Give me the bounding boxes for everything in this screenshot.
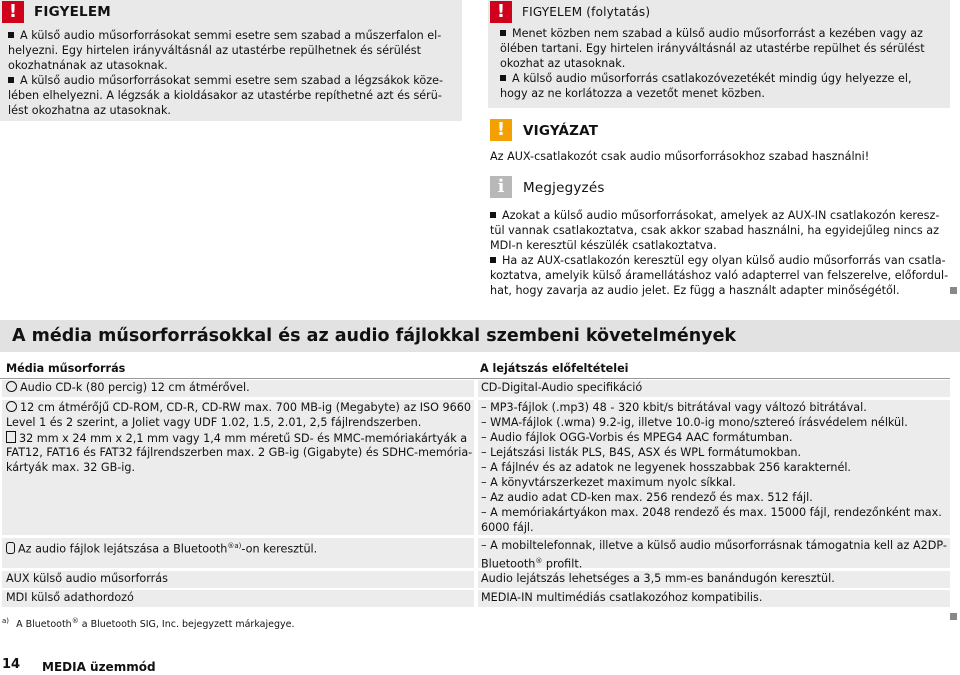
bullet-square-icon	[490, 257, 496, 263]
table-cell-media-line: Level 1 és 2 szerint, a Joliet vagy UDF 1.02, 1.5, 2.01, 2,5 fájlrendszerben.	[6, 416, 422, 429]
warning-line: hogy az ne korlátozza a vezetőt menet közben.	[500, 87, 765, 100]
warning-bullet-1: A külső audio műsorforrásokat semmi esetre sem szabad a műszerfalon el-	[8, 29, 441, 44]
requirement-line: – MP3-fájlok (.mp3) 48 - 320 kbit/s bitrátával vagy változó bitrátával.	[481, 401, 867, 414]
warning-line: lést okozhatna az utasoknak.	[8, 104, 171, 117]
note-bullet-2: Ha az AUX-csatlakozón keresztül egy olyan külső audio műsorforrás van csatla-	[490, 254, 946, 269]
section-end-marker	[950, 613, 957, 620]
table-header-media: Média műsorforrás	[6, 362, 126, 375]
table-cell-media: MDI külső adathordozó	[6, 591, 134, 604]
requirement-line: 6000 fájl.	[481, 521, 534, 534]
table-cell-media: 32 mm x 24 mm x 2,1 mm vagy 1,4 mm méretű SD- és MMC-memóriakártyák a	[6, 431, 467, 447]
table-cell-requirement: MEDIA-IN multimédiás csatlakozóhoz kompatibilis.	[481, 591, 763, 604]
note-line: koztatva, amelyik külső áramellátáshoz való adapterrel van felszerelve, előfordul-	[490, 269, 949, 282]
bullet-square-icon	[8, 32, 14, 38]
note-title: Megjegyzés	[523, 180, 605, 196]
table-cell-media: 12 cm átmérőjű CD-ROM, CD-R, CD-RW max. 700 MB-ig (Megabyte) az ISO 9660	[6, 401, 471, 416]
info-icon: i	[490, 176, 512, 198]
requirement-line: – A fájlnév és az adatok ne legyenek hosszabbak 256 karakternél.	[481, 461, 851, 474]
warning-title: FIGYELEM	[34, 4, 111, 20]
requirement-line: – A mobiltelefonnak, illetve a külső audio műsorforrásnak támogatnia kell az A2DP-	[481, 539, 947, 552]
warning-continued-title: FIGYELEM (folytatás)	[522, 5, 651, 19]
memory-card-icon	[6, 431, 16, 443]
chapter-title: MEDIA üzemmód	[42, 660, 156, 674]
table-cell-media-line: kártyák max. 32 GB-ig.	[6, 461, 136, 474]
bullet-square-icon	[8, 77, 14, 83]
note-line: tül vannak csatlakoztatva, csak akkor szabad használni, ha egyidejűleg nincs az	[490, 224, 939, 237]
note-line: MDI-n keresztül készülék csatlakoztatva.	[490, 239, 717, 252]
page-number: 14	[2, 657, 21, 672]
caution-title: VIGYÁZAT	[523, 123, 599, 139]
caution-exclamation-icon: !	[490, 119, 512, 141]
requirement-line: – WMA-fájlok (.wma) 9.2-ig, illetve 10.0-ig mono/sztereó írásvédelem nélkül.	[481, 416, 908, 429]
note-line: hat, hogy zavarja az audio jelet. Ez függ a használt adapter minőségétől.	[490, 284, 900, 297]
warning-bullet-1: Menet közben nem szabad a külső audio műsorforrást a kezében vagy az	[500, 27, 923, 42]
section-heading	[0, 320, 960, 352]
table-header-rule	[0, 378, 950, 379]
warning-line: okozhatnának az utasoknak.	[8, 59, 168, 72]
warning-line: lében elhelyezni. A légzsák a kioldásakor az utastérbe repíthetné azt és sérü-	[8, 89, 442, 102]
table-header-requirements: A lejátszás előfeltételei	[480, 362, 629, 375]
cd-icon	[6, 381, 17, 392]
table-cell-media: AUX külső audio műsorforrás	[6, 572, 168, 585]
bullet-square-icon	[500, 30, 506, 36]
section-title: A média műsorforrásokkal és az audio fájlokkal szembeni követelmények	[12, 326, 737, 346]
requirement-line: – Az audio adat CD-ken max. 256 rendező és max. 512 fájl.	[481, 491, 813, 504]
cd-icon	[6, 401, 17, 412]
section-end-marker	[950, 287, 957, 294]
requirement-line: – Audio fájlok OGG-Vorbis és MPEG4 AAC formátumban.	[481, 431, 793, 444]
bullet-square-icon	[490, 212, 496, 218]
table-cell-requirement: CD-Digital-Audio specifikáció	[481, 381, 643, 394]
note-bullet-1: Azokat a külső audio műsorforrásokat, amelyek az AUX-IN csatlakozón keresz-	[490, 209, 939, 224]
requirement-line: – Lejátszási listák PLS, B4S, ASX és WPL formátumokban.	[481, 446, 802, 459]
warning-bullet-2: A külső audio műsorforrás csatlakozóvezetékét mindig úgy helyezze el,	[500, 72, 912, 87]
footnote-marker: a)	[2, 617, 10, 625]
warning-exclamation-icon: !	[490, 1, 512, 23]
table-cell-media: Audio CD-k (80 percig) 12 cm átmérővel.	[6, 381, 250, 396]
bullet-square-icon	[500, 75, 506, 81]
footnote: $^{a)}$ A Bluetooth® a Bluetooth SIG, Inc. bejegyzett márkajegye.	[2, 617, 295, 631]
warning-line: helyezni. Egy hirtelen irányváltásnál az utastérbe repülhetnek és sérülést	[8, 44, 421, 57]
requirement-line: – A könyvtárszerkezet maximum nyolc síkkal.	[481, 476, 736, 489]
table-cell-media: Az audio fájlok lejátszása a Bluetooth$^{®a)}$-on keresztül.	[6, 539, 317, 557]
table-cell-requirement: Audio lejátszás lehetséges a 3,5 mm-es banándugón keresztül.	[481, 572, 835, 585]
table-cell-media-line: FAT12, FAT16 és FAT32 fájlrendszerben max. 2 GB-ig (Gigabyte) és SDHC-memória-	[6, 446, 473, 459]
warning-bullet-2: A külső audio műsorforrásokat semmi esetre sem szabad a légzsákok köze-	[8, 74, 443, 89]
warning-exclamation-icon: !	[2, 1, 24, 23]
caution-text: Az AUX-csatlakozót csak audio műsorforrásokhoz szabad használni!	[490, 150, 870, 163]
bluetooth-icon	[6, 542, 15, 554]
warning-line: ölében tartani. Egy hirtelen irányváltásnál az utastérbe repülhet és sérülést	[500, 42, 925, 55]
requirement-line: Bluetooth® profilt.	[481, 557, 583, 571]
requirement-line: – A memóriakártyákon max. 2048 rendező és max. 15000 fájl, rendezőnként max.	[481, 506, 942, 519]
warning-line: okozhat az utasoknak.	[500, 57, 626, 70]
